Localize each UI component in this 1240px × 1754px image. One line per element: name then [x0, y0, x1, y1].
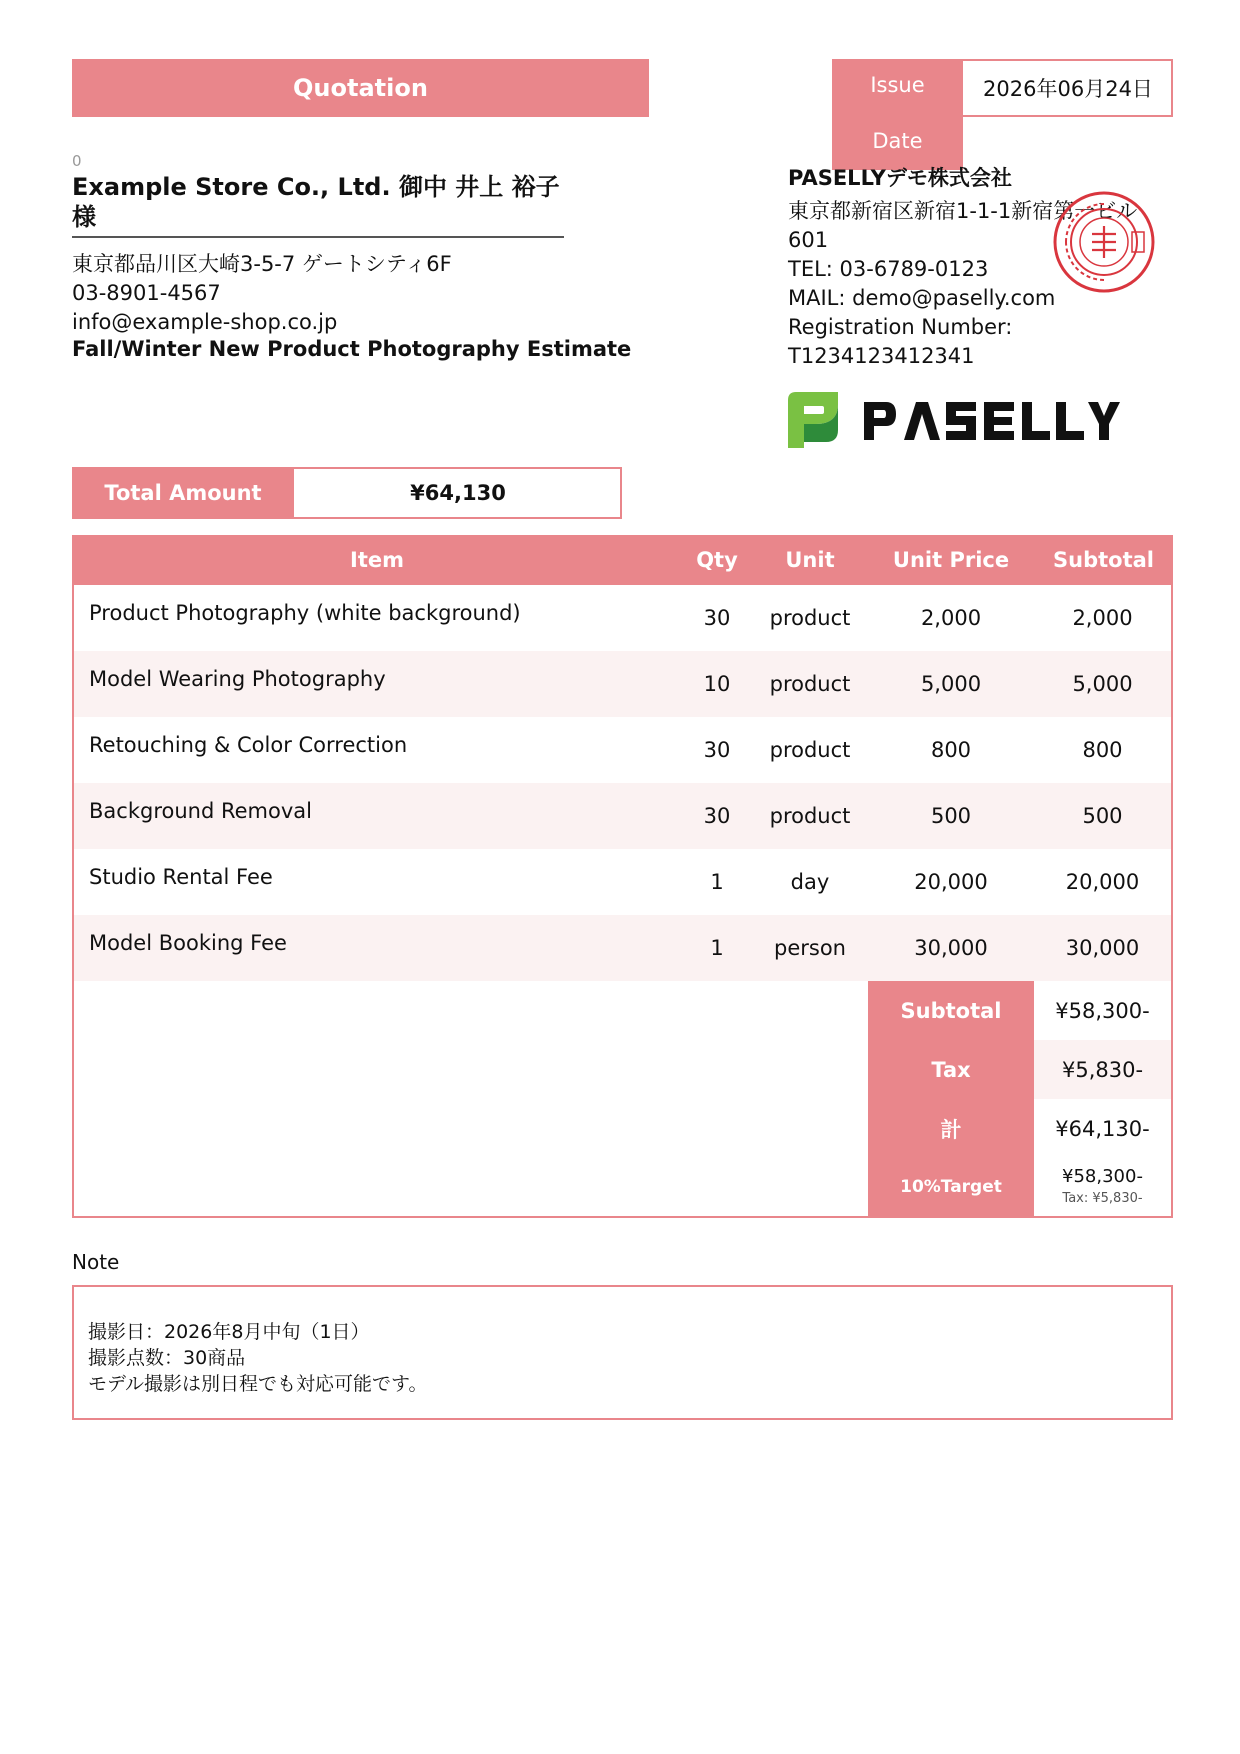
document-title: Quotation	[72, 59, 649, 117]
row-unit-price: 30,000	[914, 936, 988, 960]
company-mail: MAIL: demo@paselly.com	[788, 286, 1056, 310]
table-row	[74, 783, 1171, 849]
table-row	[74, 849, 1171, 915]
note-box	[72, 1285, 1173, 1420]
row-unit-price: 20,000	[914, 870, 988, 894]
summary-target-label: 10%Target	[868, 1158, 1034, 1216]
row-unit-price: 800	[930, 738, 972, 762]
row-item: Model Wearing Photography	[89, 667, 386, 691]
row-unit: day	[790, 870, 830, 894]
company-address: 東京都新宿区新宿1-1-1新宿第一ビル601	[788, 199, 1138, 252]
row-item: Product Photography (white background)	[89, 601, 521, 625]
summary-subtotal-value: ¥58,300-	[1055, 998, 1150, 1023]
row-unit: person	[774, 936, 846, 960]
total-amount-value: ¥64,130	[410, 481, 506, 505]
table-row	[74, 717, 1171, 783]
row-qty: 1	[710, 936, 724, 960]
company-name: PASELLYデモ株式会社	[788, 166, 1012, 190]
items-table-header	[72, 535, 1173, 585]
row-unit-price: 5,000	[920, 672, 982, 696]
quotation-subject: Fall/Winter New Product Photography Estimate	[72, 337, 632, 361]
table-row	[74, 915, 1171, 981]
registration-label: Registration Number:	[788, 315, 1013, 339]
client-divider	[72, 236, 564, 238]
company-tel: TEL: 03-6789-0123	[788, 257, 989, 281]
row-unit-price: 2,000	[920, 606, 982, 630]
row-item: Studio Rental Fee	[89, 865, 273, 889]
row-qty: 10	[703, 672, 731, 696]
row-qty: 30	[703, 738, 731, 762]
client-name: Example Store Co., Ltd. 御中 井上 裕子 様	[72, 173, 560, 231]
header-unit-price: Unit Price	[892, 548, 1010, 572]
summary-total-value: ¥64,130-	[1055, 1116, 1150, 1141]
summary-target-values	[1034, 1158, 1171, 1216]
table-row	[74, 651, 1171, 717]
total-amount-label: Total Amount	[72, 467, 294, 519]
company-seal-stamp	[1052, 190, 1156, 294]
row-item: Background Removal	[89, 799, 312, 823]
client-contact	[72, 250, 452, 337]
summary-target-tax: Tax: ¥5,830-	[1062, 1191, 1143, 1206]
paselly-logo	[786, 390, 1126, 452]
client-number: 0	[72, 152, 82, 170]
summary-tax-label: Tax	[868, 1040, 1034, 1099]
row-unit: product	[769, 738, 851, 762]
date-label: Date	[872, 129, 923, 153]
row-subtotal: 800	[1082, 738, 1123, 762]
summary-target-value: ¥58,300-	[1062, 1166, 1143, 1187]
header-subtotal: Subtotal	[1053, 548, 1154, 572]
row-subtotal: 20,000	[1065, 870, 1140, 894]
issue-date-label	[832, 59, 963, 170]
note-line: 撮影日：2026年8月中旬（1日）	[88, 1321, 370, 1343]
header-qty: Qty	[696, 548, 738, 572]
row-qty: 30	[703, 804, 731, 828]
table-row	[74, 585, 1171, 651]
row-item: Retouching & Color Correction	[89, 733, 408, 757]
header-item: Item	[350, 548, 404, 572]
row-item: Model Booking Fee	[89, 931, 287, 955]
note-line: 撮影点数：30商品	[88, 1347, 246, 1369]
row-unit: product	[769, 672, 851, 696]
note-line: モデル撮影は別日程でも対応可能です。	[88, 1373, 428, 1395]
row-subtotal: 30,000	[1065, 936, 1140, 960]
issue-date-value: 2026年06月24日	[983, 77, 1153, 101]
client-address: 東京都品川区大崎3-5-7 ゲートシティ6F	[72, 252, 452, 276]
row-unit: product	[769, 804, 851, 828]
header-unit: Unit	[785, 548, 835, 572]
summary-total-label: 計	[868, 1099, 1034, 1158]
row-subtotal: 5,000	[1072, 672, 1133, 696]
row-subtotal: 2,000	[1072, 606, 1133, 630]
client-phone: 03-8901-4567	[72, 281, 221, 305]
row-qty: 30	[703, 606, 731, 630]
row-unit-price: 500	[930, 804, 972, 828]
row-qty: 1	[710, 870, 724, 894]
client-email: info@example-shop.co.jp	[72, 310, 338, 334]
note-title: Note	[72, 1250, 120, 1274]
row-subtotal: 500	[1082, 804, 1123, 828]
row-unit: product	[769, 606, 851, 630]
registration-number: T1234123412341	[788, 344, 975, 368]
issue-label: Issue	[870, 73, 925, 97]
summary-tax-value: ¥5,830-	[1034, 1040, 1171, 1099]
summary-subtotal-label: Subtotal	[868, 981, 1034, 1040]
